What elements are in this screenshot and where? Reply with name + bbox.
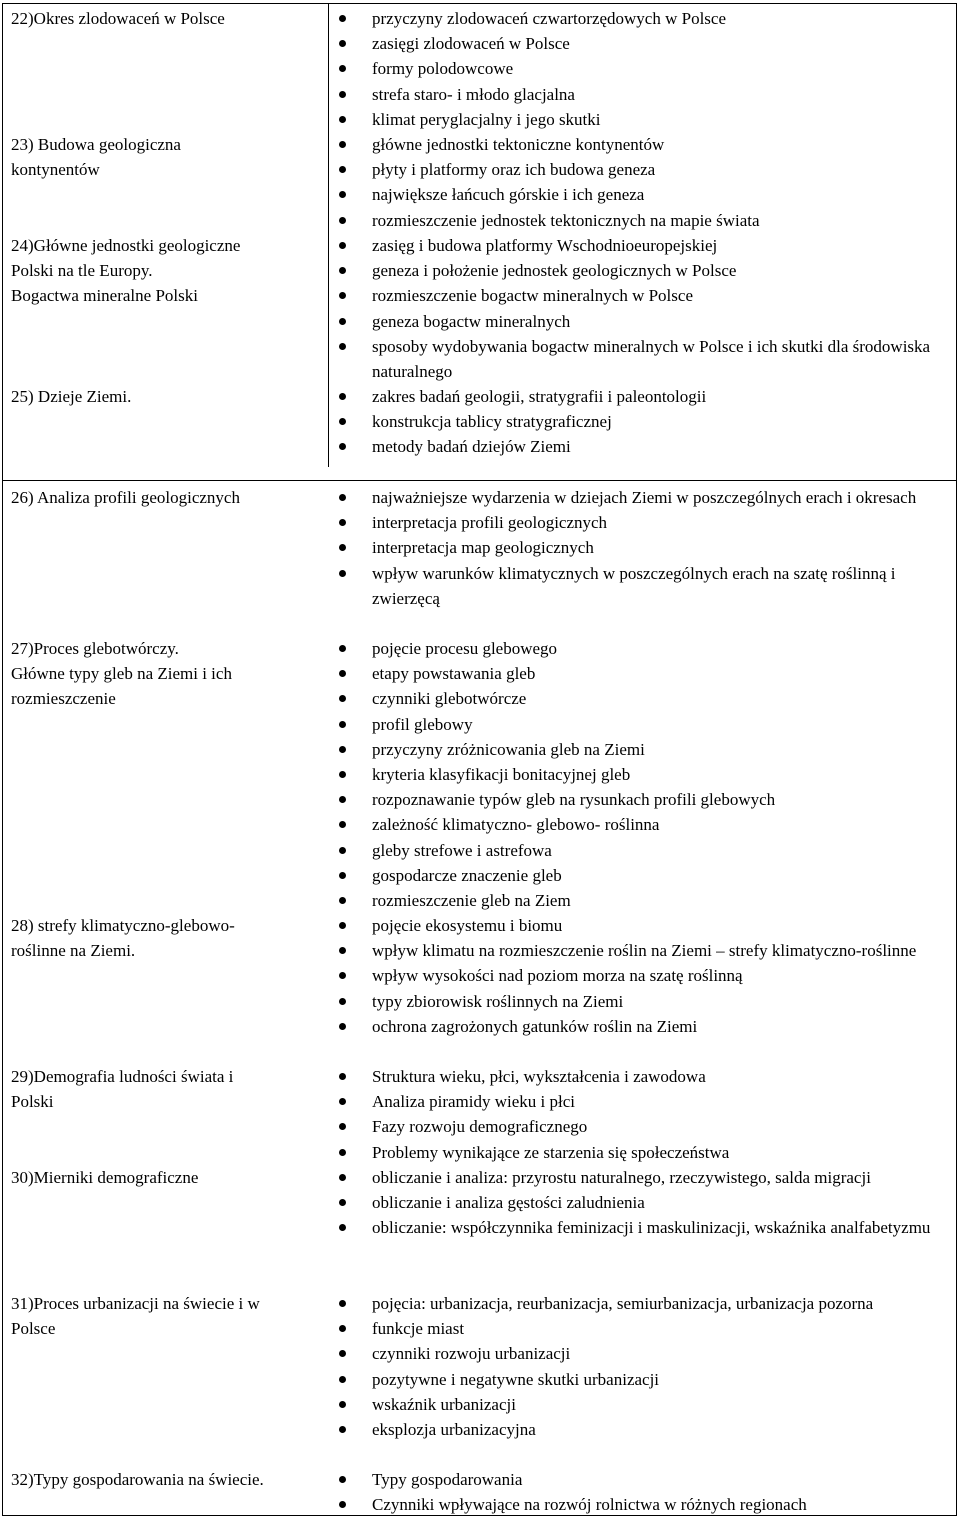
list-item [336, 863, 952, 888]
list-item-text: wskaźnik urbanizacji [372, 1394, 516, 1414]
list-item [336, 1417, 952, 1442]
list-item [336, 107, 952, 132]
bullet-icon [339, 972, 346, 979]
list-item-text: rozmieszczenie bogactw mineralnych w Polsce [372, 286, 693, 306]
list-item [336, 258, 952, 283]
list-item [336, 535, 952, 560]
list-item [336, 888, 952, 913]
bullet-icon [339, 418, 346, 425]
list-item-text: typy zbiorowisk roślinnych na Ziemi [372, 991, 624, 1011]
topic-items-list [336, 384, 952, 460]
bullet-icon [339, 1376, 346, 1383]
list-item-text: geneza i położenie jednostek geologicznych w Polsce [372, 261, 737, 281]
list-item [336, 913, 952, 938]
list-item [336, 838, 952, 863]
bullet-icon [339, 15, 346, 22]
list-item-text: Analiza piramidy wieku i płci [372, 1092, 575, 1112]
list-item-text: główne jednostki tektoniczne kontynentów [372, 135, 665, 154]
bullet-icon [339, 242, 346, 249]
list-item [336, 561, 952, 611]
list-item [336, 737, 952, 762]
list-item [336, 1291, 952, 1316]
list-item [336, 334, 952, 384]
topic-items-list [336, 1467, 952, 1517]
list-item [336, 1367, 952, 1392]
list-item-text: przyczyny zlodowaceń czwartorzędowych w Polsce [372, 9, 727, 28]
list-item-text: wpływ klimatu na rozmieszczenie roślin na Ziemi – strefy klimatyczno-roślinne [372, 941, 917, 961]
bullet-icon [339, 771, 346, 778]
list-item-text: pojęcia: urbanizacja, reurbanizacja, semiurbanizacja, urbanizacja pozorna [372, 1294, 874, 1313]
list-item [336, 1140, 952, 1165]
bullet-icon [339, 998, 346, 1005]
list-item-text: etapy powstawania gleb [372, 664, 536, 684]
list-item [336, 963, 952, 988]
bullet-icon [339, 217, 346, 224]
bullet-icon [339, 166, 346, 173]
list-item-text: obliczanie i analiza gęstości zaludnienia [372, 1193, 645, 1213]
list-item-text: płyty i platformy oraz ich budowa geneza [372, 160, 656, 180]
list-item [336, 132, 952, 157]
bullet-icon [339, 1224, 346, 1231]
bullet-icon [339, 40, 346, 47]
list-item-text: przyczyny zróżnicowania gleb na Ziemi [372, 739, 645, 759]
bullet-icon [339, 1174, 346, 1181]
list-item-text: rozmieszczenie jednostek tektonicznych na mapie świata [372, 210, 760, 230]
bullet-icon [339, 91, 346, 98]
topic-items-list [336, 132, 952, 233]
list-item [336, 938, 952, 963]
bullet-icon [339, 1123, 346, 1130]
bullet-icon [339, 1401, 346, 1408]
list-item [336, 1190, 952, 1215]
topic-items-list [336, 1064, 952, 1165]
bullet-icon [339, 947, 346, 954]
list-item [336, 309, 952, 334]
list-item-text: rozmieszczenie gleb na Ziem [372, 891, 571, 911]
list-item [336, 989, 952, 1014]
list-item [336, 787, 952, 812]
topic-items-list [336, 485, 952, 611]
list-item [336, 1064, 952, 1089]
bullet-icon [339, 645, 346, 652]
list-item [336, 510, 952, 535]
list-item-text: zasięgi zlodowaceń w Polsce [372, 34, 570, 54]
bullet-icon [339, 519, 346, 526]
bullet-icon [339, 393, 346, 400]
bullet-icon [339, 292, 346, 299]
bullet-icon [339, 1023, 346, 1030]
bullet-icon [339, 1501, 346, 1508]
topic-title: 32)Typy gospodarowania na świecie. [11, 1470, 264, 1489]
bullet-icon [339, 1300, 346, 1307]
list-item [336, 1341, 952, 1366]
list-item-text: zasięg i budowa platformy Wschodnioeuropejskiej [372, 236, 718, 255]
list-item-text: wpływ wysokości nad poziom morza na szatę roślinną [372, 966, 743, 986]
bullet-icon [339, 544, 346, 551]
list-item [336, 82, 952, 107]
bullet-icon [339, 1350, 346, 1357]
bullet-icon [339, 1199, 346, 1206]
topic-title: 30)Mierniki demograficzne [11, 1168, 199, 1187]
list-item-text: formy polodowcowe [372, 59, 514, 79]
bullet-icon [339, 872, 346, 879]
list-item-text: Problemy wynikające ze starzenia się społeczeństwa [372, 1142, 730, 1162]
list-item-text: funkcje miast [372, 1319, 465, 1339]
bullet-icon [339, 746, 346, 753]
topic-items-list [336, 6, 952, 132]
topic-title: 29)Demografia ludności świata i Polski [11, 1067, 234, 1112]
topic-items-list [336, 233, 952, 384]
list-item-text: rozpoznawanie typów gleb na rysunkach profili glebowych [372, 790, 776, 810]
list-item [336, 712, 952, 737]
list-item-text: sposoby wydobywania bogactw mineralnych w Polsce i ich skutki dla środowiska naturalnego [372, 336, 931, 382]
list-item [336, 1467, 952, 1492]
bullet-icon [339, 695, 346, 702]
list-item-text: Czynniki wpływające na rozwój rolnictwa w różnych regionach [372, 1495, 807, 1515]
list-item [336, 1014, 952, 1039]
bullet-icon [339, 191, 346, 198]
bullet-icon [339, 922, 346, 929]
list-item-text: pozytywne i negatywne skutki urbanizacji [372, 1369, 660, 1389]
topic-title: 26) Analiza profili geologicznych [11, 488, 240, 507]
list-item-text: gleby strefowe i astrefowa [372, 840, 552, 860]
bullet-icon [339, 570, 346, 577]
list-item-text: pojęcie procesu glebowego [372, 639, 558, 658]
bullet-icon [339, 821, 346, 828]
column-divider [328, 4, 329, 467]
row-divider [3, 480, 956, 481]
list-item [336, 1316, 952, 1341]
list-item [336, 485, 952, 510]
list-item-text: najważniejsze wydarzenia w dziejach Ziemi w poszczególnych erach i okresach [372, 488, 917, 507]
bullet-icon [339, 141, 346, 148]
topic-items-list [336, 636, 952, 913]
list-item-text: największe łańcuch górskie i ich geneza [372, 185, 645, 205]
list-item [336, 6, 952, 31]
bullet-icon [339, 1098, 346, 1105]
list-item-text: geneza bogactw mineralnych [372, 311, 571, 331]
list-item [336, 762, 952, 787]
syllabus-table [2, 3, 957, 1516]
list-item [336, 636, 952, 661]
topic-title: 24)Główne jednostki geologiczne Polski na tle Europy. Bogactwa mineralne Polski [11, 236, 241, 306]
bullet-icon [339, 343, 346, 350]
list-item [336, 56, 952, 81]
list-item-text: eksplozja urbanizacyjna [372, 1420, 536, 1440]
list-item [336, 409, 952, 434]
bullet-icon [339, 1426, 346, 1433]
list-item [336, 661, 952, 686]
list-item-text: metody badań dziejów Ziemi [372, 437, 571, 457]
bullet-icon [339, 1073, 346, 1080]
topic-title: 25) Dzieje Ziemi. [11, 387, 132, 406]
list-item [336, 208, 952, 233]
bullet-icon [339, 65, 346, 72]
bullet-icon [339, 1325, 346, 1332]
list-item-text: wpływ warunków klimatycznych w poszczególnych erach na szatę roślinną i zwierzęcą [372, 563, 896, 608]
list-item [336, 1215, 952, 1240]
topic-title: 28) strefy klimatyczno-glebowo- roślinne na Ziemi. [11, 916, 235, 961]
list-item [336, 157, 952, 182]
list-item-text: klimat peryglacjalny i jego skutki [372, 109, 601, 129]
list-item-text: strefa staro- i młodo glacjalna [372, 84, 575, 104]
bullet-icon [339, 267, 346, 274]
list-item-text: kryteria klasyfikacji bonitacyjnej gleb [372, 765, 631, 785]
topic-title: 27)Proces glebotwórczy. Główne typy gleb na Ziemi i ich rozmieszczenie [11, 639, 232, 709]
list-item [336, 1089, 952, 1114]
bullet-icon [339, 116, 346, 123]
list-item-text: gospodarcze znaczenie gleb [372, 865, 562, 885]
list-item-text: interpretacja profili geologicznych [372, 513, 608, 533]
list-item-text: konstrukcja tablicy stratygraficznej [372, 412, 612, 432]
topic-title: 23) Budowa geologiczna kontynentów [11, 135, 181, 180]
list-item [336, 686, 952, 711]
topic-items-list [336, 1165, 952, 1241]
list-item-text: czynniki rozwoju urbanizacji [372, 1344, 571, 1364]
list-item [336, 1492, 952, 1517]
list-item-text: obliczanie: współczynnika feminizacji i maskulinizacji, wskaźnika analfabetyzmu [372, 1218, 931, 1238]
list-item-text: zakres badań geologii, stratygrafii i paleontologii [372, 387, 707, 406]
topic-items-list [336, 1291, 952, 1442]
list-item-text: Struktura wieku, płci, wykształcenia i zawodowa [372, 1067, 706, 1086]
bullet-icon [339, 897, 346, 904]
bullet-icon [339, 721, 346, 728]
bullet-icon [339, 796, 346, 803]
list-item [336, 812, 952, 837]
bullet-icon [339, 847, 346, 854]
bullet-icon [339, 318, 346, 325]
list-item-text: Typy gospodarowania [372, 1470, 523, 1489]
topic-title: 22)Okres zlodowaceń w Polsce [11, 9, 225, 28]
list-item [336, 384, 952, 409]
list-item [336, 1165, 952, 1190]
list-item-text: czynniki glebotwórcze [372, 689, 527, 709]
bullet-icon [339, 443, 346, 450]
list-item [336, 1114, 952, 1139]
bullet-icon [339, 1476, 346, 1483]
list-item-text: profil glebowy [372, 714, 473, 734]
bullet-icon [339, 494, 346, 501]
list-item-text: zależność klimatyczno- glebowo- roślinna [372, 815, 660, 835]
bullet-icon [339, 1149, 346, 1156]
list-item [336, 31, 952, 56]
list-item-text: interpretacja map geologicznych [372, 538, 594, 558]
list-item [336, 283, 952, 308]
list-item [336, 434, 952, 459]
topic-title: 31)Proces urbanizacji na świecie i w Polsce [11, 1294, 260, 1339]
bullet-icon [339, 670, 346, 677]
list-item-text: Fazy rozwoju demograficznego [372, 1117, 588, 1137]
list-item-text: obliczanie i analiza: przyrostu naturalnego, rzeczywistego, salda migracji [372, 1168, 871, 1187]
topic-items-list [336, 913, 952, 1039]
list-item-text: ochrona zagrożonych gatunków roślin na Ziemi [372, 1016, 698, 1036]
list-item [336, 182, 952, 207]
list-item [336, 1392, 952, 1417]
list-item-text: pojęcie ekosystemu i biomu [372, 916, 563, 935]
list-item [336, 233, 952, 258]
